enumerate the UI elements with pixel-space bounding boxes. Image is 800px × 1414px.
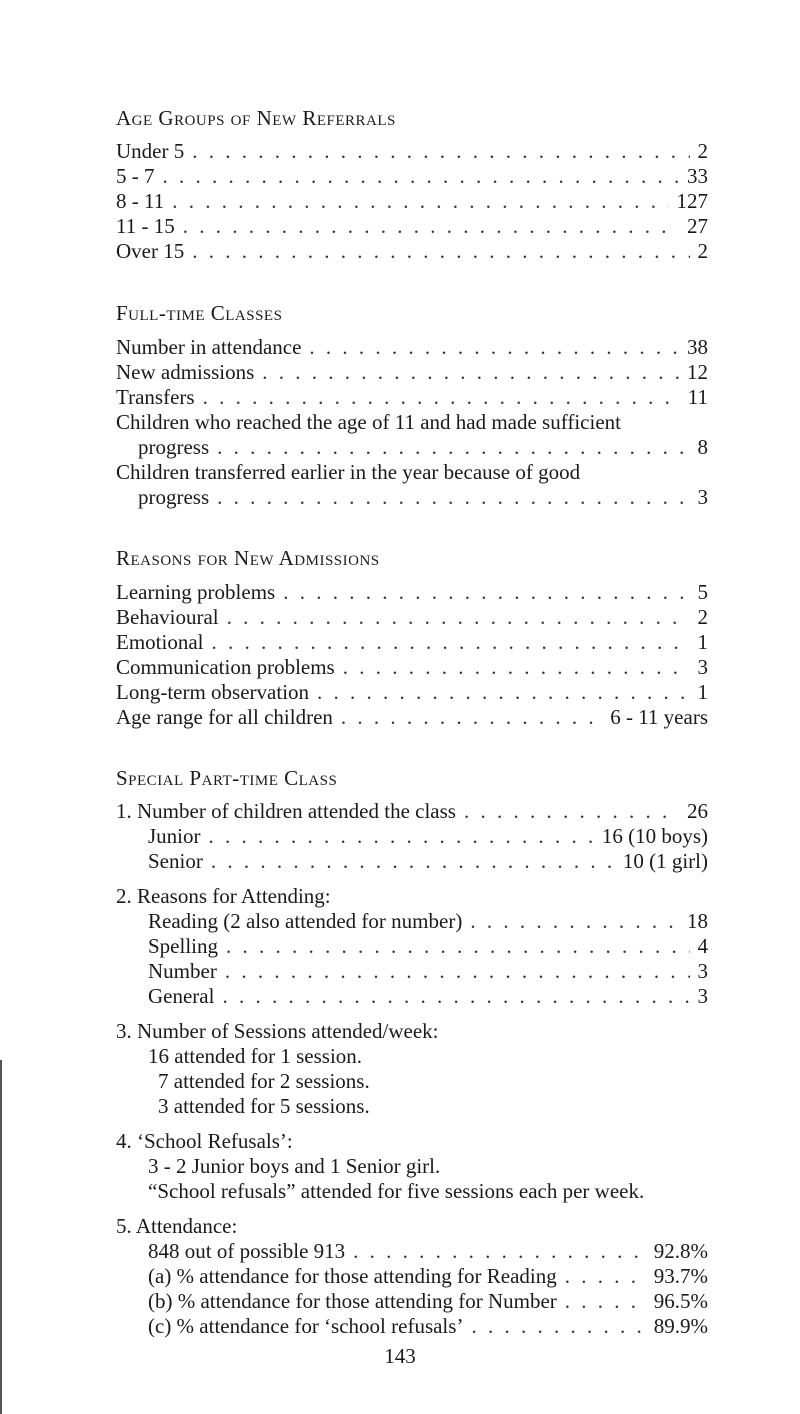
attendance-number-pct-row xyxy=(148,1289,708,1315)
reason-row-communication xyxy=(116,655,708,681)
row-label: 848 out of possible 913 xyxy=(148,1239,346,1263)
row-label: Communication problems xyxy=(116,655,335,679)
row-value: 5 xyxy=(697,580,708,604)
refusals-line: “School refusals” attended for five sessions each per week. xyxy=(148,1179,645,1203)
row-value: 2 xyxy=(697,239,708,263)
row-value: 12 xyxy=(687,360,708,384)
age-row-over-15 xyxy=(116,239,708,265)
row-label: Transfers xyxy=(116,385,195,409)
row-label: Spelling xyxy=(148,934,219,958)
attendance-refusals-row xyxy=(148,1314,708,1340)
full-time-heading: Full-time Classes xyxy=(116,301,283,325)
junior-row xyxy=(148,824,708,850)
row-label: 11 - 15 xyxy=(116,214,175,238)
row-label: (c) % attendance for ‘school refusals’ xyxy=(148,1314,464,1338)
sessions-line: 16 attended for 1 session. xyxy=(148,1044,363,1068)
row-value: 10 (1 girl) xyxy=(622,849,708,873)
attend-reason-number xyxy=(148,959,708,985)
age-row-11-15 xyxy=(116,214,708,240)
age-row-under-5 xyxy=(116,139,708,165)
row-value: 3 xyxy=(697,655,708,679)
row-label: 8 - 11 xyxy=(116,189,165,213)
refusals-line: 3 - 2 Junior boys and 1 Senior girl. xyxy=(148,1154,441,1178)
row-label: Junior xyxy=(148,824,201,848)
row-value: 3 xyxy=(697,485,708,509)
row-value: 38 xyxy=(687,335,708,359)
reason-row-emotional xyxy=(116,630,708,656)
row-value: 18 xyxy=(687,909,708,933)
row-value: 3 xyxy=(697,959,708,983)
row-value: 2 xyxy=(697,605,708,629)
row-label: Behavioural xyxy=(116,605,219,629)
special-heading: Special Part-time Class xyxy=(116,766,338,790)
row-value: 3 xyxy=(697,984,708,1008)
row-label: progress xyxy=(138,435,210,459)
row-label: Age range for all children xyxy=(116,705,333,729)
special-item-1-row xyxy=(116,799,708,825)
row-label: Number in attendance xyxy=(116,335,302,359)
special-item-3-title: 3. Number of Sessions attended/week: xyxy=(116,1019,439,1043)
row-label: Emotional xyxy=(116,630,204,654)
row-value: 16 (10 boys) xyxy=(601,824,708,848)
age-groups-heading: Age Groups of New Referrals xyxy=(116,106,396,130)
row-value: 11 xyxy=(687,385,708,409)
page-number: 143 xyxy=(384,1344,416,1368)
row-value: 1 xyxy=(697,680,708,704)
row-value: 27 xyxy=(687,214,708,238)
row-value: 92.8% xyxy=(653,1239,708,1263)
row-label: 1. Number of children attended the class xyxy=(116,799,456,823)
attend-reason-general xyxy=(148,984,708,1010)
row-label: Long-term observation xyxy=(116,680,310,704)
row-label: (a) % attendance for those attending for Reading xyxy=(148,1264,557,1288)
row-value: 127 xyxy=(676,189,708,213)
reached-age-text: Children who reached the age of 11 and had made sufficient xyxy=(116,410,621,434)
row-label: Number xyxy=(148,959,217,983)
senior-row xyxy=(148,849,708,875)
age-row-5-7 xyxy=(116,164,708,190)
row-value: 96.5% xyxy=(653,1289,708,1313)
special-item-4-title: 4. ‘School Refusals’: xyxy=(116,1129,293,1153)
reason-row-observation xyxy=(116,680,708,706)
attend-reason-reading xyxy=(148,909,708,935)
reason-row-behavioural xyxy=(116,605,708,631)
reason-row-learning xyxy=(116,580,708,606)
sessions-line: 7 attended for 2 sessions. xyxy=(158,1069,370,1093)
row-label: General xyxy=(148,984,215,1008)
row-value: 26 xyxy=(687,799,708,823)
transfers-row xyxy=(116,385,708,411)
row-value: 1 xyxy=(697,630,708,654)
row-label: (b) % attendance for those attending for Number xyxy=(148,1289,557,1313)
reached-age-row xyxy=(138,435,708,461)
row-label: Under 5 xyxy=(116,139,185,163)
new-admissions-row xyxy=(116,360,708,386)
attendance-reading-row xyxy=(148,1264,708,1290)
row-value: 8 xyxy=(697,435,708,459)
row-label: Senior xyxy=(148,849,203,873)
attendance-number-row xyxy=(116,335,708,361)
reason-row-age-range xyxy=(116,705,708,731)
row-value: 93.7% xyxy=(653,1264,708,1288)
reasons-heading: Reasons for New Admissions xyxy=(116,546,380,570)
row-value: 89.9% xyxy=(653,1314,708,1338)
attend-reason-spelling xyxy=(148,934,708,960)
row-label: Over 15 xyxy=(116,239,185,263)
sessions-line: 3 attended for 5 sessions. xyxy=(158,1094,370,1118)
row-label: Reading (2 also attended for number) xyxy=(148,909,463,933)
row-value: 4 xyxy=(697,934,708,958)
row-value: 2 xyxy=(697,139,708,163)
special-item-2-title: 2. Reasons for Attending: xyxy=(116,884,331,908)
transferred-row xyxy=(138,485,708,511)
row-label: 5 - 7 xyxy=(116,164,155,188)
row-label: progress xyxy=(138,485,210,509)
row-label: Learning problems xyxy=(116,580,276,604)
attendance-total-row xyxy=(148,1239,708,1265)
special-item-5-title: 5. Attendance: xyxy=(116,1214,238,1238)
row-label: New admissions xyxy=(116,360,255,384)
row-value: 33 xyxy=(687,164,708,188)
row-value: 6 - 11 years xyxy=(610,705,708,729)
transferred-text: Children transferred earlier in the year because of good xyxy=(116,460,581,484)
age-row-8-11 xyxy=(116,189,708,215)
